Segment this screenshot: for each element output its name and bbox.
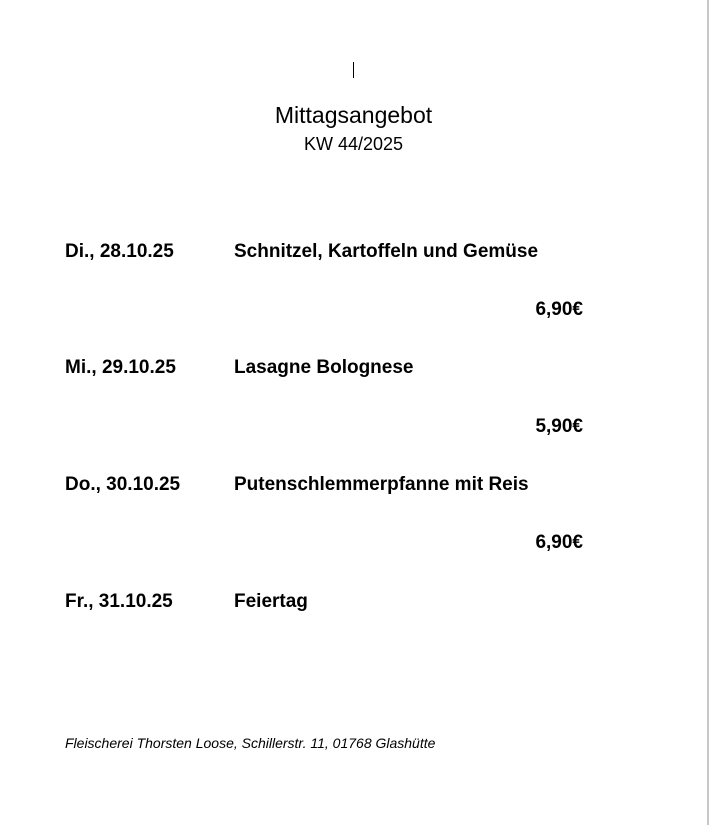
menu-dish: Putenschlemmerpfanne mit Reis	[234, 474, 529, 495]
menu-price: 6,90€	[535, 299, 583, 320]
menu-price: 6,90€	[535, 532, 583, 553]
menu-dish: Feiertag	[234, 591, 308, 612]
text-cursor	[353, 62, 354, 78]
page-subtitle: KW 44/2025	[303, 134, 404, 154]
menu-date: Mi., 29.10.25	[65, 357, 176, 378]
menu-date: Do., 30.10.25	[65, 474, 181, 495]
page-title: Mittagsangebot	[274, 102, 433, 128]
menu-price: 5,90€	[535, 416, 583, 437]
menu-dish: Schnitzel, Kartoffeln und Gemüse	[234, 241, 539, 262]
menu-dish: Lasagne Bolognese	[234, 357, 414, 378]
footer-address: Fleischerei Thorsten Loose, Schillerstr. 11, 01768 Glashütte	[65, 735, 436, 751]
menu-date: Di., 28.10.25	[65, 241, 174, 262]
menu-date: Fr., 31.10.25	[65, 591, 173, 612]
